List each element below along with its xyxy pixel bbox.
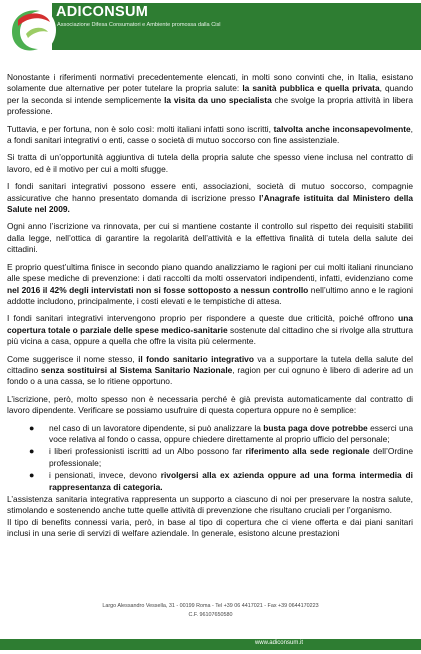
bullet-icon: ● bbox=[29, 422, 35, 433]
footer-bar bbox=[0, 639, 421, 650]
bold-text: la visita da uno specialista bbox=[164, 94, 272, 105]
header bbox=[0, 0, 421, 66]
text-run: Ogni anno l’iscrizione va rinnovata, per cui si mantiene costante il controllo sul rispetto dei requisiti stabiliti dalla legge, nell’ottica di garantire la regolarità dell’attività e la effettiva finalità di tutela della salute dei cittadini. bbox=[7, 221, 413, 255]
bullet-icon: ● bbox=[29, 446, 35, 457]
bold-text: nel 2016 il 42% degli intervistati non si fosse sottoposto a nessun controllo bbox=[7, 284, 309, 295]
text-run: , quando per la seconda si intende semplicemente bbox=[7, 83, 413, 105]
bold-text: il fondo sanitario integrativo bbox=[138, 353, 254, 364]
bold-text: riferimento alla sede regionale bbox=[245, 446, 370, 457]
text-run: L’assistenza sanitaria integrativa rappresenta un supporto a ciascuno di noi per preservare la nostra salute, stimolando e sostenendo anche tutte quelle attività di prevenzione che risultano cruciali per l’organismo. bbox=[7, 494, 413, 516]
text-run: Il tipo di benefits connessi varia, però, in base al tipo di copertura che ci viene offerta e dai piani sanitari inclusi in una serie di servizi di welfare aziendale. In generale, esistono alcune prestazioni bbox=[7, 516, 413, 539]
paragraph bbox=[7, 152, 413, 175]
paragraph bbox=[7, 72, 413, 118]
text-run: I fondi sanitari integrativi intervengono proprio per rispondere a queste due criticità, poiché offrono bbox=[7, 313, 399, 324]
bold-text: rivolgersi alla ex azienda oppure ad una forma intermedia di rappresentanza di categoria. bbox=[49, 470, 413, 492]
text-run: , ragion per cui ognuno è libero di aderire ad un fondo o a una cassa, se lo ritiene opportuno. bbox=[7, 364, 413, 387]
text-run: Nonostante i riferimenti normativi precedentemente elencati, in molti sono convinti che, in Italia, esistano solamente due alternative per poter tutelare la propria salute: bbox=[7, 72, 413, 94]
text-run: L’iscrizione, però, molto spesso non è necessaria perché è già prevista automaticamente dal contratto di lavoro dipendente. Verificare se possiamo usufruire di questa copertura oppure no è semplice: bbox=[7, 393, 413, 416]
text-run: nell’ultimo anno e le ragioni addotte includono, principalmente, i costi elevati e le tempistiche di attesa. bbox=[7, 284, 413, 306]
text-run: i liberi professionisti iscritti ad un Albo possono far bbox=[49, 446, 246, 457]
text-run: Come suggerisce il nome stesso, bbox=[7, 353, 139, 364]
paragraph bbox=[7, 262, 413, 308]
paragraph bbox=[7, 394, 413, 417]
brand-tagline: Associazione Difesa Consumatori e Ambiente promossa dalla Cisl bbox=[57, 22, 221, 28]
text-run: Tuttavia, e per fortuna, non è solo così: molti italiani infatti sono iscritti, bbox=[7, 123, 274, 134]
brand-name: ADICONSUM bbox=[56, 4, 149, 20]
bold-text: senza sostituirsi al Sistema Sanitario Nazionale bbox=[41, 364, 233, 375]
text-run: dell’Ordine professionale; bbox=[49, 446, 413, 468]
paragraph bbox=[7, 124, 413, 147]
text-run: che svolge la propria attività in libera professione. bbox=[7, 94, 413, 117]
text-run: esserci una voce relativa al fondo o cassa, oppure chiedere direttamente al proprio ufficio del personale; bbox=[49, 422, 413, 444]
list-item bbox=[29, 446, 413, 469]
bullet-list bbox=[7, 423, 413, 493]
text-run: E proprio quest’ultima finisce in secondo piano quando analizziamo le ragioni per cui molti italiani rinunciano alle spese mediche di prevenzione: i dati raccolti da molti osservatori indipendenti, infatti, evidenziano come bbox=[7, 261, 413, 284]
bold-text: talvolta anche inconsapevolmente bbox=[273, 123, 411, 134]
bold-text: la sanità pubblica e quella privata bbox=[242, 83, 380, 94]
bullet-icon: ● bbox=[29, 470, 35, 481]
footer-tax-code: C.F. 96107650580 bbox=[188, 612, 233, 618]
adiconsum-logo-icon bbox=[4, 2, 58, 56]
paragraph bbox=[7, 494, 413, 517]
footer bbox=[0, 596, 421, 654]
paragraph bbox=[7, 181, 413, 215]
paragraph bbox=[7, 313, 413, 347]
paragraph bbox=[7, 517, 413, 540]
text-run: Si tratta di un’opportunità aggiuntiva di tutela della propria salute che spesso viene inclusa nel contratto di lavoro, ed è il motivo per cui a molti sfugge. bbox=[7, 152, 413, 174]
paragraph bbox=[7, 354, 413, 388]
document-body bbox=[7, 72, 413, 540]
text-run: sostenute dal cittadino che si rivolge alla struttura più vicina a casa, oppure a quella che offre la visita più celermente. bbox=[7, 324, 414, 347]
text-run: nel caso di un lavoratore dipendente, si può analizzare la bbox=[49, 422, 264, 433]
bold-text: una copertura totale o parziale delle spese medico-sanitarie bbox=[7, 313, 413, 335]
footer-address: Largo Alessandro Vessella, 31 - 00199 Roma - Tel +39 06 4417021 - Fax +39 0644170223 bbox=[102, 603, 319, 609]
text-run: I fondi sanitari integrativi possono essere enti, associazioni, società di mutuo soccorso, compagnie assicurative che hanno presentato domanda di iscrizione presso bbox=[7, 181, 413, 203]
list-item bbox=[29, 423, 413, 446]
text-run: i pensionati, invece, devono bbox=[49, 470, 161, 481]
bold-text: busta paga dove potrebbe bbox=[263, 422, 368, 433]
paragraph bbox=[7, 221, 413, 255]
text-run: , a fondi sanitari integrativi o enti, casse o società di mutuo soccorso con fine assistenziale. bbox=[7, 123, 413, 146]
bold-text: l’Anagrafe istituita dal Ministero della Salute nel 2009. bbox=[7, 192, 414, 215]
list-item bbox=[29, 470, 413, 493]
footer-website: www.adiconsum.it bbox=[254, 640, 303, 646]
text-run: va a supportare la tutela della salute del cittadino bbox=[7, 353, 413, 375]
